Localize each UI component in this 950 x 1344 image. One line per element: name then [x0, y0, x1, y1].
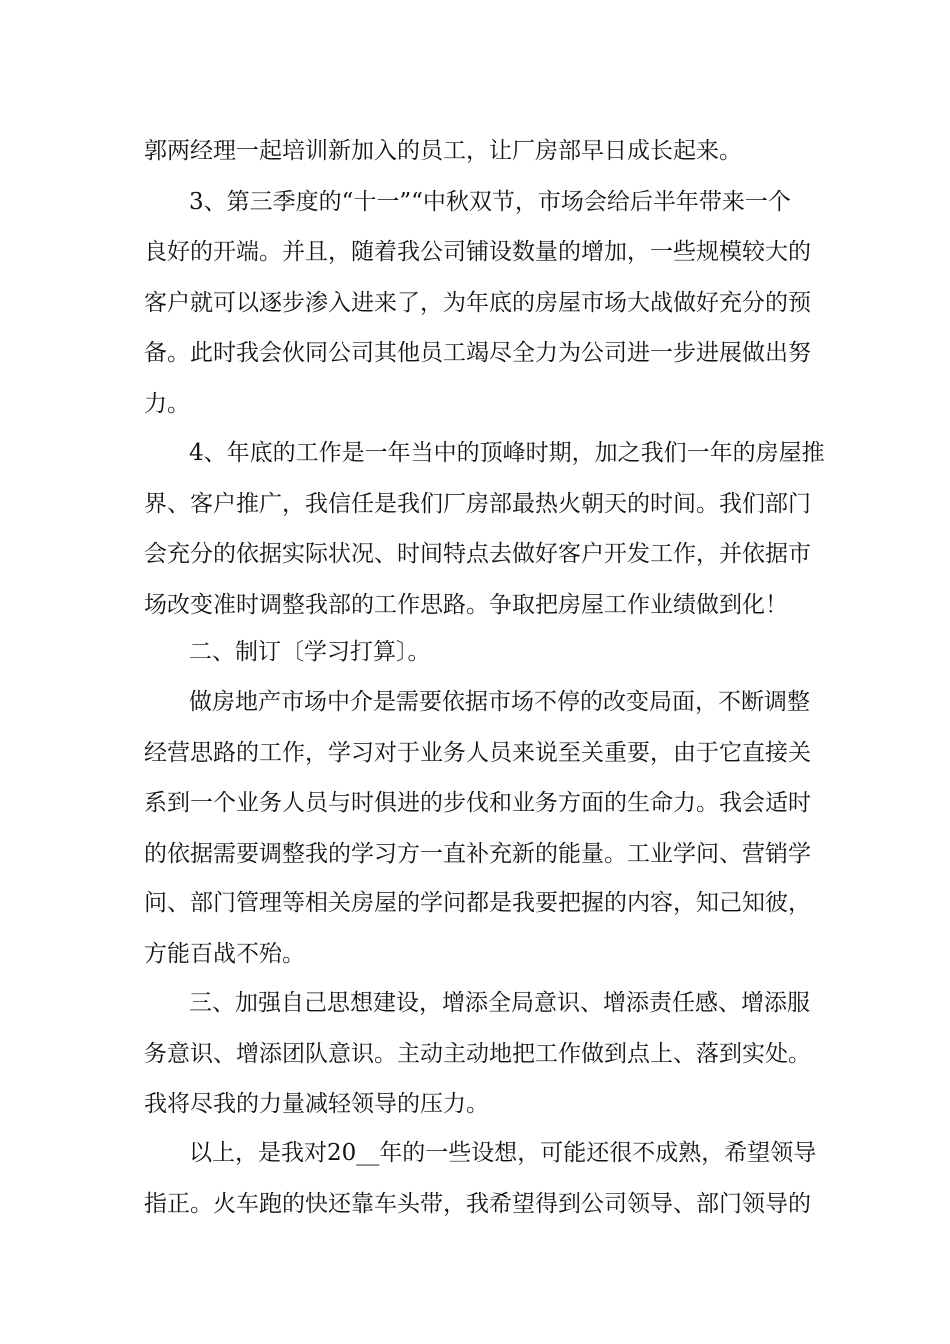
- text-line-9: 会充分的依据实际状况、时间特点去做好客户开发工作，并依据市: [144, 541, 811, 567]
- text-line-17: 方能百战不殆。: [144, 941, 305, 967]
- text-line-6: 力。: [144, 391, 190, 417]
- text-line-14: 系到一个业务人员与时俱进的步伐和业务方面的生命力。我会适时: [144, 790, 811, 816]
- text-line-19: 务意识、增添团队意识。主动主动地把工作做到点上、落到实处。: [144, 1041, 811, 1067]
- text-line-20: 我将尽我的力量减轻领导的压力。: [144, 1091, 489, 1117]
- text-line-7: 4、年底的工作是一年当中的顶峰时期，加之我们一年的房屋推: [189, 440, 825, 466]
- text-line-15: 的依据需要调整我的学习方一直补充新的能量。工业学问、营销学: [144, 841, 811, 867]
- text-line-10: 场改变准时调整我部的工作思路。争取把房屋工作业绩做到化！: [144, 592, 788, 618]
- section-heading-3: 三、加强自己思想建设，增添全局意识、增添责任感、增添服: [189, 990, 810, 1016]
- text-line-22: 指正。火车跑的快还靠车头带，我希望得到公司领导、部门领导的: [144, 1191, 811, 1217]
- text-line-1: 郭两经理一起培训新加入的员工，让厂房部早日成长起来。: [144, 138, 742, 164]
- text-line-16: 问、部门管理等相关房屋的学问都是我要把握的内容，知己知彼，: [144, 890, 811, 916]
- section-heading-2: 二、制订〔学习打算〕。: [189, 639, 431, 665]
- text-line-8: 界、客户推广，我信任是我们厂房部最热火朝天的时间。我们部门: [144, 491, 811, 517]
- text-line-21: 以上，是我对20__年的一些设想，可能还很不成熟，希望领导: [189, 1140, 817, 1166]
- text-line-3: 良好的开端。并且，随着我公司铺设数量的增加，一些规模较大的: [144, 239, 811, 265]
- text-line-5: 备。此时我会伙同公司其他员工竭尽全力为公司进一步进展做出努: [144, 340, 811, 366]
- text-line-4: 客户就可以逐步渗入进来了，为年底的房屋市场大战做好充分的预: [144, 290, 811, 316]
- text-line-12: 做房地产市场中介是需要依据市场不停的改变局面，不断调整: [189, 689, 810, 715]
- text-line-13: 经营思路的工作，学习对于业务人员来说至关重要，由于它直接关: [144, 740, 811, 766]
- text-line-2: 3、第三季度的“十一”“中秋双节，市场会给后半年带来一个: [189, 189, 791, 215]
